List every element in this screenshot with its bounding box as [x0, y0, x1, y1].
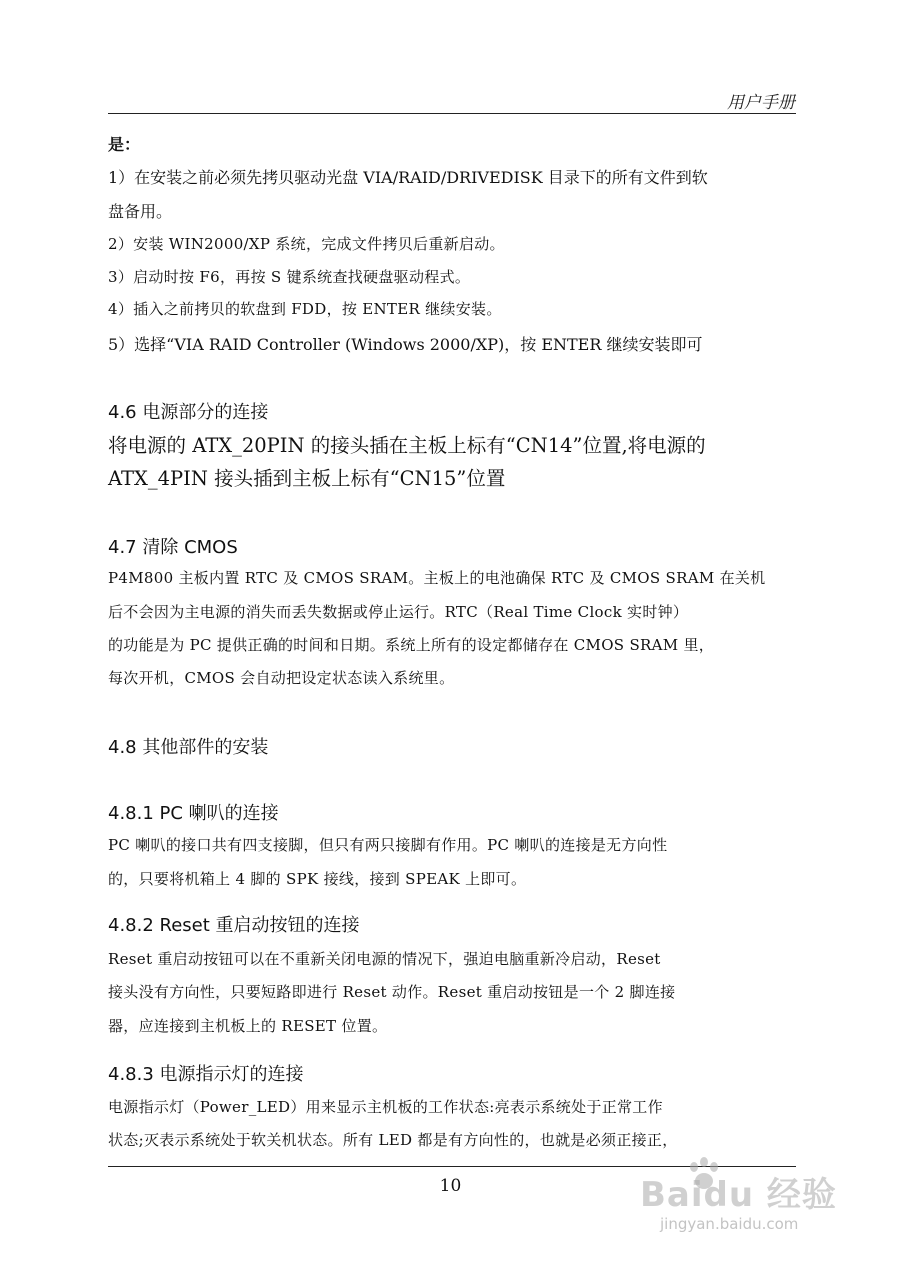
section-4-8-1-heading: 4.8.1 PC 喇叭的连接 — [108, 803, 279, 824]
section-4-6-line-1: 将电源的 ATX_20PIN 的接头插在主板上标有“CN14”位置,将电源的 — [108, 434, 706, 457]
section-4-6-line-2: ATX_4PIN 接头插到主板上标有“CN15”位置 — [108, 467, 506, 490]
section-4-7-line-3: 的功能是为 PC 提供正确的时间和日期。系统上所有的设定都储存在 CMOS SRAM 里， — [108, 636, 715, 654]
step-1-line-2: 盘备用。 — [108, 202, 173, 221]
section-4-7-line-4: 每次开机，CMOS 会自动把设定状态读入系统里。 — [108, 669, 455, 687]
step-3: 3）启动时按 F6，再按 S 键系统查找硬盘驱动程式。 — [108, 268, 471, 286]
section-4-8-2-line-2: 接头没有方向性，只要短路即进行 Reset 动作。Reset 重启动按钮是一个 2 脚连接 — [108, 983, 676, 1001]
step-1-line-1: 1）在安装之前必须先拷贝驱动光盘 VIA/RAID/DRIVEDISK 目录下的所有文件到软 — [108, 168, 708, 187]
step-4: 4）插入之前拷贝的软盘到 FDD，按 ENTER 继续安装。 — [108, 300, 502, 318]
section-4-8-2-line-1: Reset 重启动按钮可以在不重新关闭电源的情况下，强迫电脑重新冷启动，Reset — [108, 950, 661, 968]
step-2: 2）安装 WIN2000/XP 系统，完成文件拷贝后重新启动。 — [108, 235, 505, 253]
section-4-8-1-line-2: 的，只要将机箱上 4 脚的 SPK 接线，接到 SPEAK 上即可。 — [108, 870, 527, 888]
page-number: 10 — [439, 1176, 462, 1196]
section-4-7-heading: 4.7 清除 CMOS — [108, 537, 238, 558]
step-5: 5）选择“VIA RAID Controller (Windows 2000/XP)，按 ENTER 继续安装即可 — [108, 335, 703, 354]
section-4-8-heading: 4.8 其他部件的安装 — [108, 737, 269, 758]
section-4-8-3-line-1: 电源指示灯（Power_LED）用来显示主机板的工作状态:亮表示系统处于正常工作 — [108, 1098, 663, 1116]
watermark-url: jingyan.baidu.com — [660, 1215, 799, 1233]
section-4-7-line-1: P4M800 主板内置 RTC 及 CMOS SRAM。主板上的电池确保 RTC 及 CMOS SRAM 在关机 — [108, 569, 766, 587]
running-header: 用户手册 — [727, 93, 795, 113]
section-4-8-2-heading: 4.8.2 Reset 重启动按钮的连接 — [108, 915, 360, 936]
section-4-8-3-heading: 4.8.3 电源指示灯的连接 — [108, 1064, 304, 1085]
header-rule — [108, 113, 796, 114]
section-4-8-3-line-2: 状态;灭表示系统处于软关机状态。所有 LED 都是有方向性的，也就是必须正接正， — [108, 1131, 678, 1149]
watermark-logo: Baidu 经验 — [640, 1175, 837, 1215]
section-4-8-1-line-1: PC 喇叭的接口共有四支接脚，但只有两只接脚有作用。PC 喇叭的连接是无方向性 — [108, 836, 668, 854]
section-4-8-2-line-3: 器，应连接到主机板上的 RESET 位置。 — [108, 1017, 388, 1035]
section-4-7-line-2: 后不会因为主电源的消失而丢失数据或停止运行。RTC（Real Time Clock 实时钟） — [108, 603, 689, 621]
section-4-6-heading: 4.6 电源部分的连接 — [108, 402, 269, 423]
intro-label: 是： — [108, 135, 141, 154]
baidu-watermark — [640, 1155, 840, 1245]
